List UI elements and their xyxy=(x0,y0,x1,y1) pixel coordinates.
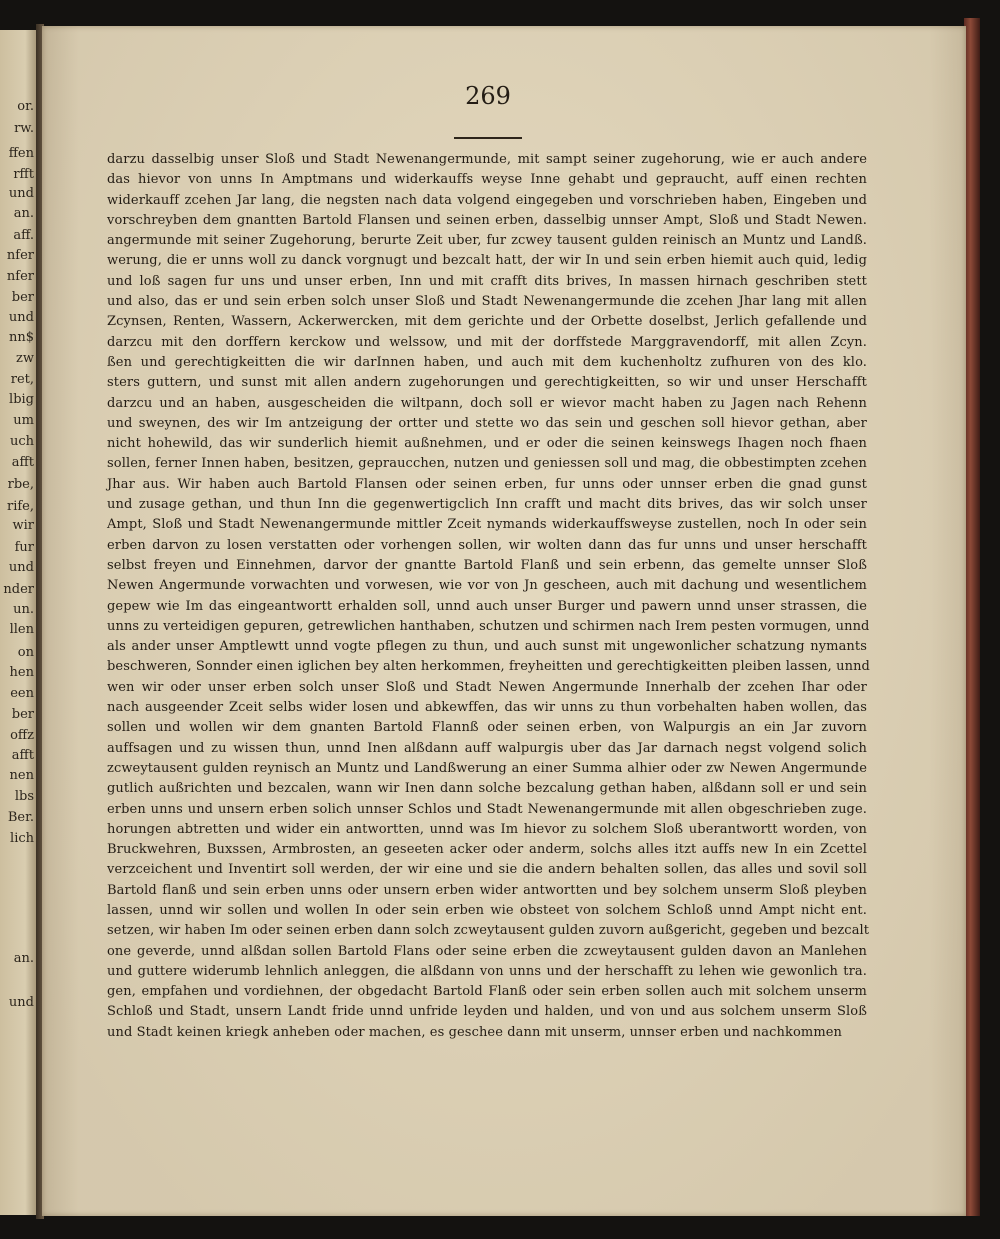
left-page-fragment: ret, xyxy=(10,372,34,387)
left-page-fragment: Ber. xyxy=(7,810,34,825)
left-page-fragment: ber xyxy=(11,290,34,305)
left-page-fragment: lich xyxy=(10,831,34,846)
left-page-fragment: nder xyxy=(3,582,34,597)
left-page-fragment: offz xyxy=(10,728,34,743)
left-page-fragment: llen xyxy=(9,622,34,637)
text-line: das hievor von unns In Amptmans und widerkauffs weyse Inne gehabt und gepraucht, auff einen rechten xyxy=(107,172,867,188)
text-line: gen, empfahen und vordiehnen, der obgedacht Bartold Flanß oder sein erben sollen auch mit solchem unserm xyxy=(107,984,867,1000)
left-page-fragment: nen xyxy=(9,768,34,783)
text-line: selbst freyen und Einnehmen, darvor der gnantte Bartold Flanß und sein erbenn, das gemelte unnser Sloß xyxy=(107,557,867,573)
text-line: darzcu mit den dorffern kerckow und welssow, und mit der dorffstede Marggravendorff, mit allen Zcyn. xyxy=(107,334,867,350)
left-page-fragment: nfer xyxy=(6,269,34,284)
left-page-fragment: fur xyxy=(14,540,34,555)
text-line: one geverde, unnd alßdan sollen Bartold Flans oder seine erben die zcweytausent gulden davon an Manlehen xyxy=(107,943,867,959)
text-line: Schloß und Stadt, unsern Landt fride unnd unfride leyden und halden, und von und aus solchem unserm Sloß xyxy=(107,1004,867,1020)
left-page-fragment: hen xyxy=(9,665,34,680)
page-number: 269 xyxy=(465,82,511,110)
text-line: Bartold flanß und sein erben unns oder unsern erben wider antwortten und bey solchem unserm Sloß pleyben xyxy=(107,882,867,898)
page xyxy=(42,26,966,1216)
left-page-fragment: an. xyxy=(13,206,34,221)
left-page-fragment: an. xyxy=(13,951,34,966)
left-page-fragment: und xyxy=(8,995,34,1010)
left-page-fragment: nfer xyxy=(6,248,34,263)
left-page-fragment: rw. xyxy=(14,121,34,136)
text-line: und zusage gethan, und thun Inn die gegenwertigclich Inn crafft und macht dits brives, das wir solch unser xyxy=(107,497,867,513)
text-line: angermunde mit seiner Zugehorung, berurte Zeit uber, fur zcwey tausent gulden reinisch an Muntz und Landß. xyxy=(107,233,867,249)
left-page-fragment: lbs xyxy=(14,789,34,804)
book-cover-edge xyxy=(964,18,980,1216)
text-line: gutlich außrichten und bezcalen, wann wir Inen dann solche bezcalung gethan haben, alßdann soll er und sein xyxy=(107,781,867,797)
text-line: Zcynsen, Renten, Wassern, Ackerwercken, mit dem gerichte und der Orbette doselbst, Jerlich gefallende und xyxy=(107,314,867,330)
text-line: und also, das er und sein erben solch unser Sloß und Stadt Newenangermunde die zcehen Jhar lang mit allen xyxy=(107,294,867,310)
left-page-fragment: afft xyxy=(11,748,34,763)
left-page-fragment: und xyxy=(8,186,34,201)
text-line: Bruckwehren, Buxssen, Armbrosten, an geseeten acker oder anderm, solchs alles itzt auffs new In ein Zcettel xyxy=(107,842,867,858)
left-page-fragment: aff. xyxy=(13,228,34,243)
text-line: gepew wie Im das eingeantwortt erhalden soll, unnd auch unser Burger und pawern unnd unser strassen, die xyxy=(107,598,867,614)
text-line: nicht hohewild, das wir sunderlich hiemit außnehmen, und er oder die seinen keinswegs Ihagen noch fhaen xyxy=(107,436,867,452)
text-line: sters guttern, und sunst mit allen andern zugehorungen und gerechtigkeitten, so wir und unser Herschafft xyxy=(107,375,867,391)
left-page-fragment: um xyxy=(13,413,34,428)
text-line: ßen und gerechtigkeitten die wir darInnen haben, und auch mit dem kuchenholtz zufhuren von des klo. xyxy=(107,354,867,370)
text-line: horungen abtretten und wider ein antwortten, unnd was Im hievor zu solchem Sloß uberantwortt worden, von xyxy=(107,821,867,837)
text-line: verzceichent und Inventirt soll werden, der wir eine und sie die andern behalten sollen, das alles und sovil soll xyxy=(107,862,867,878)
text-line: darzu dasselbig unser Sloß und Stadt Newenangermunde, mit sampt seiner zugehorung, wie er auch andere xyxy=(107,152,867,167)
text-line: und sweynen, des wir Im antzeigung der ortter und stette wo das sein und geschen soll hievor gethan, aber xyxy=(107,415,867,431)
text-line: und guttere widerumb lehnlich anleggen, die alßdann von unns und der herschafft zu lehen wie gewonlich tra. xyxy=(107,963,867,979)
left-page-edge xyxy=(0,30,36,1215)
left-page-fragment: un. xyxy=(13,602,34,617)
text-line: erben unns und unsern erben solich unnser Schlos und Stadt Newenangermunde mit allen obgeschrieben zuge. xyxy=(107,801,867,817)
text-line: sollen und wollen wir dem gnanten Bartold Flannß oder seinen erben, von Walpurgis an ein Jar zuvorn xyxy=(107,720,867,736)
left-page-fragment: nn$ xyxy=(8,330,34,345)
text-line: und Stadt keinen kriegk anheben oder machen, es geschee dann mit unserm, unnser erben und nachkommen xyxy=(107,1024,843,1040)
text-line: setzen, wir haben Im oder seinen erben dann solch zcweytausent gulden zuvorn außgericht, gegeben und bezcalt xyxy=(107,923,870,939)
text-line: vorschreyben dem gnantten Bartold Flansen und seinen erben, dasselbig unnser Ampt, Sloß und Stadt Newen. xyxy=(107,212,867,228)
left-page-fragment: und xyxy=(8,560,34,575)
text-line: als ander unser Amptlewtt unnd vogte pflegen zu thun, und auch sunst mit ungewonlicher schatzung nymants xyxy=(107,639,867,655)
text-line: werung, die er unns woll zu danck vorgnugt und bezcalt hatt, der wir In und sein erben hiemit auch quid, ledig xyxy=(107,253,867,269)
left-page-fragment: afft xyxy=(11,455,34,470)
text-line: wen wir oder unser erben solch unser Sloß und Stadt Newen Angermunde Innerhalb der zcehen Ihar oder xyxy=(107,679,867,695)
text-line: erben darvon zu losen verstatten oder vorhengen sollen, wir wolten dann das fur unns und unser herschafft xyxy=(107,537,867,553)
left-page-fragment: zw xyxy=(16,351,34,366)
text-line: Ampt, Sloß und Stadt Newenangermunde mittler Zceit nymands widerkauffsweyse zustellen, noch In oder sein xyxy=(107,517,867,533)
left-page-fragment: on xyxy=(17,645,34,660)
text-line: Jhar aus. Wir haben auch Bartold Flansen oder seinen erben, fur unns oder unnser erben die gnad gunst xyxy=(107,476,867,492)
text-line: zcweytausent gulden reynisch an Muntz und Landßwerung an einer Summa alhier oder zw Newen Angermunde xyxy=(107,760,867,776)
text-line: Newen Angermunde vorwachten und vorwesen, wie vor von Jn gescheen, auch mit dachung und wesentlichem xyxy=(107,578,867,594)
left-page-fragment: und xyxy=(8,310,34,325)
text-line: beschweren, Sonnder einen iglichen bey alten herkommen, freyheitten und gerechtigkeitten pleiben lassen, unnd xyxy=(107,659,870,675)
left-page-fragment: uch xyxy=(9,434,34,449)
text-line: nach ausgeender Zceit selbs wider losen und abkewffen, das wir unns zu thun vorbehalten haben wollen, das xyxy=(107,700,867,716)
left-page-fragment: rfft xyxy=(13,167,34,182)
left-page-fragment: lbig xyxy=(9,392,34,407)
text-line: unns zu verteidigen gepuren, getrewlichen hanthaben, schutzen und schirmen nach Irem pesten vormugen, unnd xyxy=(107,618,870,634)
left-page-fragment: een xyxy=(10,686,34,701)
text-line: lassen, unnd wir sollen und wollen In oder sein erben wie obsteet von solchem Schloß unnd Ampt nicht ent. xyxy=(107,902,867,918)
left-page-fragment: rife, xyxy=(6,499,34,514)
text-line: und loß sagen fur uns und unser erben, Inn und mit crafft dits brives, In massen hirnach geschriben stett xyxy=(107,273,867,289)
text-line: sollen, ferner Innen haben, besitzen, gepraucchen, nutzen und geniessen soll und mag, die obbestimpten zcehen xyxy=(107,456,867,472)
text-line: darzcu und an haben, ausgescheiden die wiltpann, doch soll er wievor macht haben zu Jagen nach Rehenn xyxy=(107,395,867,411)
left-page-fragment: ber xyxy=(11,707,34,722)
left-page-fragment: ffen xyxy=(8,146,34,161)
text-line: widerkauff zcehen Jar lang, die negsten nach data volgend eingegeben und vorschrieben haben, Eingeben und xyxy=(107,192,867,208)
text-line: auffsagen und zu wissen thun, unnd Inen alßdann auff walpurgis uber das Jar darnach negst volgend solich xyxy=(107,740,867,756)
left-page-fragment: wir xyxy=(12,518,34,533)
left-page-fragment: rbe, xyxy=(7,477,34,492)
left-page-fragment: or. xyxy=(17,99,34,114)
page-number-rule xyxy=(454,137,522,139)
text-body xyxy=(107,150,870,1043)
